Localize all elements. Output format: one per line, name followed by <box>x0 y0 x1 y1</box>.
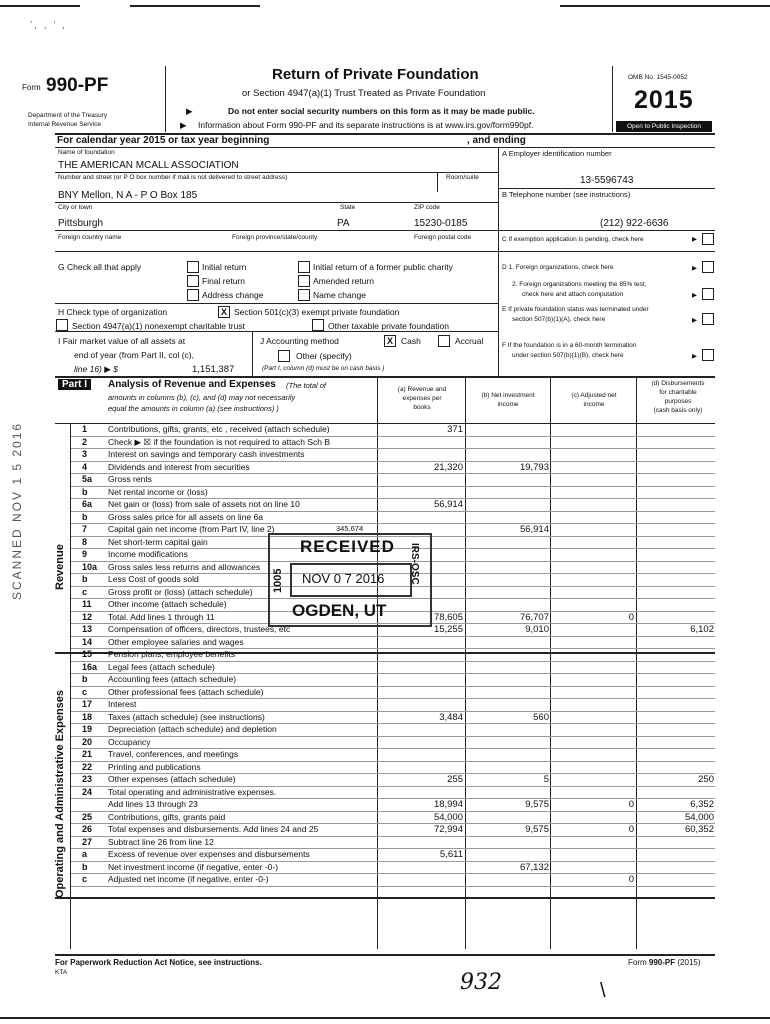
line-number: b <box>82 574 88 584</box>
d2-label-1: 2. Foreign organizations meeting the 85% test, <box>512 281 647 288</box>
name-change-label: Name change <box>313 290 366 300</box>
form-label: Form <box>22 83 41 92</box>
line-number: 17 <box>82 699 93 709</box>
cash-label: Cash <box>401 336 421 346</box>
line-description: Total. Add lines 1 through 11 <box>108 611 215 622</box>
line-number: b <box>82 511 88 522</box>
line-description: Net short-term capital gain <box>108 536 208 547</box>
cell-col-b: 56,914 <box>519 524 549 535</box>
foreign-country-label: Foreign country name <box>58 234 122 241</box>
other-method-checkbox[interactable] <box>278 350 290 362</box>
line-description: Compensation of officers, directors, trustees, etc <box>108 624 291 634</box>
cell-col-a: 371 <box>447 424 463 435</box>
line-number: 7 <box>82 524 88 534</box>
table-row <box>0 437 770 450</box>
line-number: a <box>82 849 88 859</box>
line-description: Depreciation (attach schedule) and depletion <box>108 724 277 734</box>
cell-col-a: 3,484 <box>439 711 463 723</box>
initial-former-label: Initial return of a former public charity <box>313 262 453 272</box>
line-number: b <box>82 486 88 497</box>
table-row <box>0 724 770 737</box>
amended-return-label: Amended return <box>313 276 374 286</box>
handwritten-mark: 932 <box>460 970 502 995</box>
arrow-icon: ▶ <box>692 292 697 299</box>
triangle-icon: ▶ <box>180 120 187 130</box>
line-description: Occupancy <box>108 736 151 747</box>
received-stamp <box>268 533 432 627</box>
ein-value: 13-5596743 <box>580 175 634 186</box>
line-number: 27 <box>82 836 93 847</box>
line-number: 4 <box>82 461 88 472</box>
f-checkbox[interactable] <box>702 349 714 361</box>
accrual-label: Accrual <box>455 336 484 346</box>
foundation-name-label: Name of foundation <box>58 149 115 156</box>
table-row <box>0 749 770 762</box>
table-row <box>0 499 770 512</box>
cell-col-c: 0 <box>628 611 634 623</box>
line-number: 24 <box>82 786 93 797</box>
initial-former-checkbox[interactable] <box>298 261 310 273</box>
line-description: Total expenses and disbursements. Add lines 24 and 25 <box>108 824 319 834</box>
line-number: 23 <box>82 774 93 784</box>
street-value: BNY Mellon, N A - P O Box 185 <box>58 190 198 201</box>
cell-col-b: 9,010 <box>525 624 549 635</box>
phone-value: (212) 922-6636 <box>600 218 669 229</box>
cell-col-c: 0 <box>628 824 634 835</box>
cell-col-b: 76,707 <box>519 611 549 623</box>
line-description: Check ▶ ☒ if the foundation is not required to attach Sch B <box>108 436 331 447</box>
line-description: Gross sales price for all assets on line 6a <box>108 511 263 522</box>
e-checkbox[interactable] <box>702 313 714 325</box>
line-number: 5a <box>82 474 93 484</box>
line-description: Interest <box>108 699 137 709</box>
line-number: 19 <box>82 724 93 734</box>
final-return-checkbox[interactable] <box>187 275 199 287</box>
line-number: 26 <box>82 824 93 834</box>
line-number: b <box>82 674 88 684</box>
cell-col-d: 250 <box>698 774 714 785</box>
arrow-icon: ▶ <box>692 265 697 272</box>
cell-col-a: 54,000 <box>433 811 463 823</box>
page-title: Return of Private Foundation <box>272 66 479 83</box>
h-501c3-checkbox[interactable]: X <box>218 306 230 318</box>
col-d-line4: (cash basis only) <box>653 407 703 414</box>
line-number: 25 <box>82 811 93 822</box>
ein-label: A Employer identification number <box>502 149 612 158</box>
line-description: Travel, conferences, and meetings <box>108 749 239 759</box>
col-a-line1: (a) Revenue and <box>397 386 447 393</box>
table-row <box>0 837 770 850</box>
line-description: Income modifications <box>108 549 188 559</box>
line-description: Add lines 13 through 23 <box>108 799 198 809</box>
table-row <box>0 487 770 500</box>
line-description: Gross sales less returns and allowances <box>108 561 261 572</box>
phone-label: B Telephone number (see instructions) <box>502 190 631 199</box>
zip-label: ZIP code <box>414 204 440 211</box>
table-row <box>0 812 770 825</box>
final-return-label: Final return <box>202 276 245 286</box>
tax-year: 2015 <box>634 86 694 114</box>
table-row <box>0 737 770 750</box>
line-description: Gross profit or (loss) (attach schedule) <box>108 586 253 597</box>
cell-col-a: 15,255 <box>433 624 463 635</box>
line-description: Dividends and interest from securities <box>108 461 250 472</box>
cell-col-b: 19,793 <box>519 461 549 473</box>
address-change-label: Address change <box>202 290 264 300</box>
part-title: Analysis of Revenue and Expenses <box>108 379 276 390</box>
street-label: Number and street (or P O box number if mail is not delivered to street address) <box>58 174 288 181</box>
col-d-line1: (d) Disbursements <box>651 380 705 387</box>
cash-checkbox[interactable]: X <box>384 335 396 347</box>
line-description: Contributions, gifts, grants paid <box>108 811 226 822</box>
zip-value: 15230-0185 <box>414 218 468 229</box>
footer-form <box>628 958 701 967</box>
line-description: Adjusted net income (if negative, enter -0-) <box>108 874 269 884</box>
table-row <box>0 824 770 837</box>
cell-col-a: 5,611 <box>439 849 463 860</box>
c-exemption-checkbox[interactable] <box>702 233 714 245</box>
triangle-icon: ▶ <box>186 106 193 116</box>
cell-col-d: 6,102 <box>690 624 714 635</box>
address-change-checkbox[interactable] <box>187 289 199 301</box>
foreign-postal-label: Foreign postal code <box>414 234 472 241</box>
cell-col-b: 5 <box>543 774 549 785</box>
line-number: 10a <box>82 561 98 572</box>
table-row <box>0 687 770 700</box>
dept-label: Department of the Treasury <box>28 112 108 119</box>
table-row <box>0 799 770 812</box>
line-description: Excess of revenue over expenses and disbursements <box>108 849 310 859</box>
d2-checkbox[interactable] <box>702 288 714 300</box>
arrow-icon: ▶ <box>692 353 697 360</box>
table-row <box>0 874 770 887</box>
d1-checkbox[interactable] <box>702 261 714 273</box>
stamp-city: OGDEN, UT <box>292 601 387 620</box>
line-number: 21 <box>82 749 93 759</box>
footer-kta: KTA <box>55 969 68 976</box>
h-501c3-label: Section 501(c)(3) exempt private foundation <box>234 307 400 317</box>
open-public-badge: Open to Public Inspection <box>616 121 712 132</box>
h-label: H Check type of organization <box>58 307 168 317</box>
city-value: Pittsburgh <box>58 218 104 229</box>
col-b-line2: income <box>497 401 519 408</box>
cell-col-c: 0 <box>628 874 634 885</box>
line-description: Other expenses (attach schedule) <box>108 774 236 784</box>
line-number: 1 <box>82 424 88 434</box>
form-number: 990-PF <box>46 75 109 96</box>
instruction-info: Information about Form 990-PF and its separate instructions is at www.irs.gov/form990pf. <box>198 120 534 130</box>
cell-col-c: 0 <box>628 799 634 810</box>
table-row <box>0 462 770 475</box>
line-number: 11 <box>82 599 92 609</box>
line-number: 16a <box>82 661 98 672</box>
line-description: Contributions, gifts, grants, etc , received (attach schedule) <box>108 424 330 434</box>
cell-col-a: 72,994 <box>433 824 463 835</box>
h-4947-label: Section 4947(a)(1) nonexempt charitable trust <box>72 321 245 331</box>
j-label: J Accounting method <box>260 336 339 346</box>
initial-return-label: Initial return <box>202 262 247 272</box>
scanned-stamp: SCANNED NOV 1 5 2016 <box>10 421 24 600</box>
line-description: Net gain or (loss) from sale of assets not on line 10 <box>108 499 300 509</box>
col-b-line1: (b) Net investment <box>481 392 535 399</box>
arrow-icon: ▶ <box>692 317 697 324</box>
handwritten-slash: \ <box>600 980 606 1002</box>
line-number: 15 <box>82 649 93 659</box>
irs-label: Internal Revenue Service <box>28 121 101 128</box>
cell-col-b: 9,575 <box>525 824 549 835</box>
i-label-2: end of year (from Part II, col (c), <box>74 350 194 360</box>
table-row <box>0 474 770 487</box>
state-value: PA <box>337 218 350 229</box>
i-label-1: I Fair market value of all assets at <box>58 336 186 346</box>
cell-col-b: 67,132 <box>519 861 549 873</box>
cell-col-a: 255 <box>447 774 463 785</box>
line-description: Interest on savings and temporary cash investments <box>108 449 305 459</box>
cell-col-b: 560 <box>533 711 549 723</box>
col-d-line2: for charitable <box>659 389 697 396</box>
line-description: Capital gain net income (from Part IV, line 2) <box>108 524 275 534</box>
table-row <box>0 849 770 862</box>
line-description: Legal fees (attach schedule) <box>108 661 215 672</box>
stamp-received: RECEIVED <box>300 537 395 556</box>
line-description: Less Cost of goods sold <box>108 574 199 584</box>
line-number: 22 <box>82 761 93 772</box>
footer-notice: For Paperwork Reduction Act Notice, see instructions. <box>55 958 262 967</box>
cash-basis-note: (Part I, column (d) must be on cash basis ) <box>262 365 385 372</box>
line-description: Printing and publications <box>108 761 201 772</box>
i-label-3: line 16) ▶ $ <box>74 364 118 374</box>
omb-number: OMB No. 1545-0052 <box>628 74 688 81</box>
top-scribble: ’, , ’ , <box>30 20 67 31</box>
e-label-1: E If private foundation status was terminated under <box>502 306 649 313</box>
line-number: 20 <box>82 736 93 747</box>
f-label-2: under section 507(b)(1)(B), check here <box>512 352 624 359</box>
line-number: c <box>82 686 88 697</box>
line-description: Taxes (attach schedule) (see instructions) <box>108 711 265 722</box>
table-row <box>0 662 770 675</box>
calendar-year-label: For calendar year 2015 or tax year beginning <box>57 135 270 146</box>
line-number: c <box>82 874 88 884</box>
line-description: Other employee salaries and wages <box>108 636 244 647</box>
amended-return-checkbox[interactable] <box>298 275 310 287</box>
stamp-code: 1005 <box>272 568 284 593</box>
arrow-icon: ▶ <box>692 236 697 243</box>
cell-col-b: 9,575 <box>525 799 549 810</box>
expenses-sidebar: Operating and Administrative Expenses <box>54 689 66 898</box>
cell-col-a: 18,994 <box>433 799 463 810</box>
line-number: 9 <box>82 549 88 559</box>
line-number: 13 <box>82 624 93 634</box>
line-number: c <box>82 586 88 597</box>
line-number: 12 <box>82 611 93 622</box>
footer-form-year: (2015) <box>677 958 701 967</box>
line-description: Other income (attach schedule) <box>108 599 227 609</box>
table-row <box>0 649 770 662</box>
table-row <box>0 862 770 875</box>
line-description: Pension plans, employee benefits <box>108 649 236 659</box>
col-c-line1: (c) Adjusted net <box>571 392 617 399</box>
line-description: Other professional fees (attach schedule) <box>108 686 264 697</box>
table-row <box>0 699 770 712</box>
part-badge: Part I <box>58 379 91 390</box>
cell-col-d: 60,352 <box>684 824 714 835</box>
line-description: Accounting fees (attach schedule) <box>108 674 237 684</box>
fmv-value: 1,151,387 <box>192 364 235 375</box>
table-row <box>0 512 770 525</box>
table-row <box>0 674 770 687</box>
room-label: Room/suite <box>446 174 479 181</box>
col-c-line2: income <box>583 401 605 408</box>
col-a-line2: expenses per <box>402 395 442 402</box>
cell-col-a: 78,605 <box>433 611 463 623</box>
line-description: Total operating and administrative expenses. <box>108 786 277 797</box>
h-other-checkbox[interactable] <box>312 319 324 331</box>
part-desc-2: amounts in columns (b), (c), and (d) may not necessarily <box>108 393 296 402</box>
table-row <box>0 762 770 775</box>
footer-form-label: Form <box>628 958 647 967</box>
state-label: State <box>340 204 356 211</box>
h-other-label: Other taxable private foundation <box>328 321 449 331</box>
part-desc-3: equal the amounts in column (a) (see instructions) ) <box>108 404 279 413</box>
g-label: G Check all that apply <box>58 262 142 272</box>
stamp-side: IRS-OSC <box>409 543 420 585</box>
stamp-date: NOV 0 7 2016 <box>302 571 385 586</box>
name-change-checkbox[interactable] <box>298 289 310 301</box>
line-number: 14 <box>82 636 93 647</box>
other-method-label: Other (specify) <box>296 351 352 361</box>
line-number: 3 <box>82 449 88 459</box>
c-exemption-label: C If exemption application is pending, check here <box>502 236 644 243</box>
line-description: Gross rents <box>108 474 152 484</box>
h-4947-checkbox[interactable] <box>56 319 68 331</box>
e-label-2: section 507(b)(1)(A), check here <box>512 316 606 323</box>
footer-form-number: 990-PF <box>648 958 676 967</box>
instruction-ssn: Do not enter social security numbers on this form as it may be made public. <box>228 106 535 116</box>
line-description: Subtract line 26 from line 12 <box>108 836 214 847</box>
line-description: Net rental income or (loss) <box>108 486 208 497</box>
table-row <box>0 449 770 462</box>
row-divider <box>70 886 715 887</box>
and-ending-label: , and ending <box>467 135 526 146</box>
f-label-1: F If the foundation is in a 60-month termination <box>502 342 637 349</box>
col-d-line3: purposes <box>664 398 692 405</box>
line-number: b <box>82 861 88 872</box>
accrual-checkbox[interactable] <box>438 335 450 347</box>
line6b-value: 345,674 <box>336 524 364 533</box>
cell-col-d: 54,000 <box>684 811 714 823</box>
d1-label: D 1. Foreign organizations, check here <box>502 264 614 271</box>
line-number: 8 <box>82 536 88 547</box>
col-a-line3: books <box>413 404 431 411</box>
d2-label-2: check here and attach computation <box>522 291 624 298</box>
revenue-sidebar: Revenue <box>54 544 66 590</box>
part-desc-1: (The total of <box>286 381 327 390</box>
foreign-province-label: Foreign province/state/county <box>232 234 318 241</box>
table-row <box>0 424 770 437</box>
line-number: 18 <box>82 711 93 722</box>
table-row <box>0 787 770 800</box>
cell-col-a: 21,320 <box>433 461 463 473</box>
foundation-name: THE AMERICAN MCALL ASSOCIATION <box>58 160 239 171</box>
line-description: Net investment income (if negative, enter -0-) <box>108 861 279 872</box>
table-row <box>0 637 770 650</box>
initial-return-checkbox[interactable] <box>187 261 199 273</box>
table-row <box>0 712 770 725</box>
page-subtitle: or Section 4947(a)(1) Trust Treated as Private Foundation <box>242 88 486 99</box>
table-row <box>0 774 770 787</box>
cell-col-a: 56,914 <box>433 499 463 510</box>
city-label: City or town <box>58 204 93 211</box>
cell-col-d: 6,352 <box>690 799 714 810</box>
line-number: 2 <box>82 436 88 447</box>
line-number: 6a <box>82 499 93 509</box>
